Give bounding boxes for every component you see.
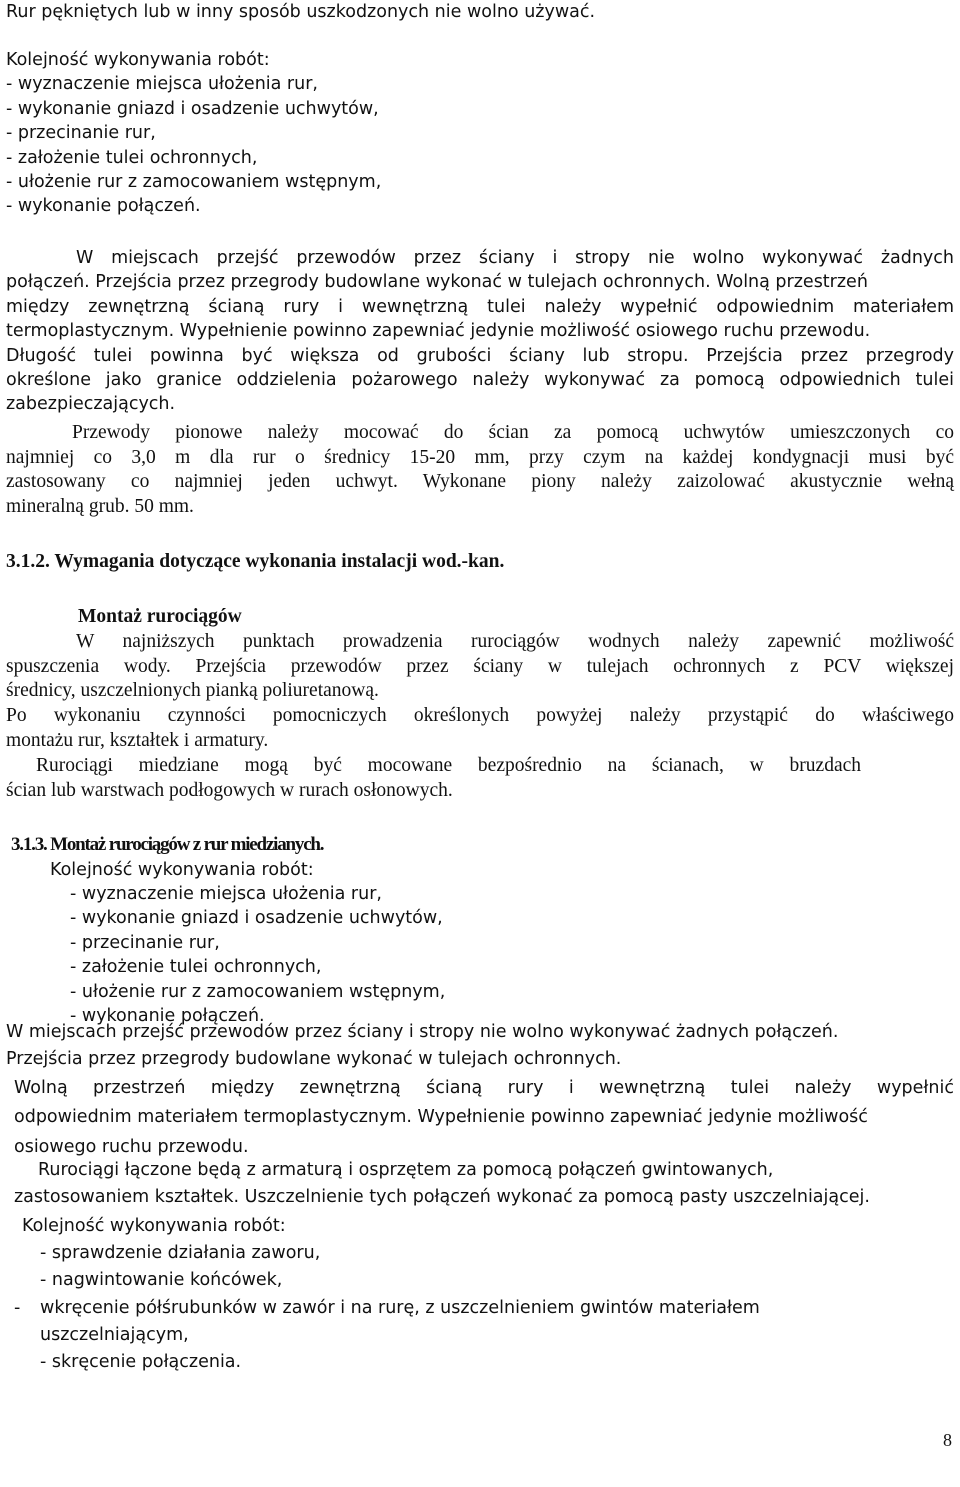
text-line: wkręcenie półśrubunków w zawór i na rurę, z uszczelnieniem gwintów materiałem <box>40 1298 760 1318</box>
list-item: - wykonanie gniazd i osadzenie uchwytów, <box>70 908 443 929</box>
paragraph-wolna-przestrzen <box>14 1076 954 1159</box>
text-line: W miejscach przejść przewodów przez ściany i stropy nie wolno wykonywać żadnych <box>76 248 954 268</box>
list-item: - założenie tulei ochronnych, <box>6 147 258 168</box>
list-item-long-dash: - <box>14 1298 21 1318</box>
order-list-3 <box>40 1241 320 1293</box>
text-line: Rurociągi łączone będą z armaturą i osprzętem za pomocą połączeń gwintowanych, <box>38 1160 774 1180</box>
list-item: - ułożenie rur z zamocowaniem wstępnym, <box>70 981 446 1002</box>
page-number: 8 <box>943 1430 952 1450</box>
paragraph-zakaz-polaczen <box>6 1020 838 1072</box>
paragraph-przejscia <box>6 246 954 417</box>
text-line: Wolną przestrzeń między zewnętrzną ścianą rury i wewnętrzną tulei należy wypełnić <box>14 1078 954 1098</box>
paragraph-laczone <box>14 1158 870 1210</box>
order-items <box>6 72 381 218</box>
paragraph-miedziane <box>6 754 861 803</box>
list-item: - ułożenie rur z zamocowaniem wstępnym, <box>6 172 382 193</box>
list-item: - wykonanie połączeń. <box>70 1006 265 1027</box>
text-line: Rurociągi miedziane mogą być mocowane bezpośrednio na ścianach, w bruzdach <box>36 755 861 776</box>
order-heading-3: Kolejność wykonywania robót: <box>22 1216 286 1236</box>
text-line: W najniższych punktach prowadzenia rurociągów wodnych należy zapewnić możliwość <box>76 631 954 652</box>
text-line: średnicy, uszczelnionych pianką poliuretanową. <box>6 680 379 702</box>
text-line: najmniej co 3,0 m dla rur o średnicy 15-20 mm, przy czym na każdej kondygnacji musi być <box>6 446 954 468</box>
order-list-2 <box>70 882 445 1028</box>
list-item: - przecinanie rur, <box>70 932 220 953</box>
text-line: W miejscach przejść przewodów przez ściany i stropy nie wolno wykonywać żadnych połączeń. <box>6 1022 839 1042</box>
text-line: Przejścia przez przegrody budowlane wykonać w tulejach ochronnych. <box>6 1049 622 1070</box>
heading-3-1-3: 3.1.3. Montaż rurociągów z rur miedzianych. <box>11 834 324 855</box>
text-line: mineralną grub. 50 mm. <box>6 495 194 517</box>
text-line: odpowiednim materiałem termoplastycznym. Wypełnienie powinno zapewniać jedynie możliwość <box>14 1107 868 1128</box>
text-line: Po wykonaniu czynności pomocniczych określonych powyżej należy przystąpić do właściwego <box>6 705 954 726</box>
list-item: - nagwintowanie końcówek, <box>40 1270 283 1291</box>
heading-3-1-2: 3.1.2. Wymagania dotyczące wykonania instalacji wod.-kan. <box>6 551 505 572</box>
paragraph-po-wykonaniu <box>6 704 954 753</box>
order-list-1 <box>6 48 381 219</box>
text-line: zabezpieczających. <box>6 394 176 415</box>
text-line: zastosowaniem kształtek. Uszczelnienie tych połączeń wykonać za pomocą pasty uszczelniającej. <box>14 1187 870 1208</box>
text-line: uszczelniającym, <box>40 1325 189 1346</box>
top-line: Rur pękniętych lub w inny sposób uszkodzonych nie wolno używać. <box>6 2 596 22</box>
text-line: ścian lub warstwach podłogowych w rurach osłonowych. <box>6 779 453 801</box>
paragraph-montaz <box>6 630 954 704</box>
list-item: - sprawdzenie działania zaworu, <box>40 1243 321 1263</box>
list-item: - wykonanie połączeń. <box>6 196 201 217</box>
text-line: spuszczenia wody. Przejścia przewodów przez ściany w tulejach ochronnych z PCV większej <box>6 655 954 677</box>
list-item: - wyznaczenie miejsca ułożenia rur, <box>6 74 318 95</box>
heading-montaz: Montaż rurociągów <box>78 606 242 627</box>
text-line: Przewody pionowe należy mocować do ścian za pomocą uchwytów umieszczonych co <box>72 422 954 443</box>
text-line: Długość tulei powinna być większa od grubości ściany lub stropu. Przejścia przez przegrody <box>6 345 954 366</box>
list-item: - wyznaczenie miejsca ułożenia rur, <box>70 884 382 904</box>
text-line: określone jako granice oddzielenia pożarowego należy wykonywać za pomocą odpowiednich tulei <box>6 370 954 391</box>
list-item: - przecinanie rur, <box>6 123 156 144</box>
paragraph-piony <box>6 421 954 519</box>
intro-line <box>6 0 595 24</box>
text-line: termoplastycznym. Wypełnienie powinno zapewniać jedynie możliwość osiowego ruchu przewodu. <box>6 321 871 342</box>
order-heading: Kolejność wykonywania robót: <box>6 50 270 70</box>
text-line: osiowego ruchu przewodu. <box>14 1136 249 1157</box>
list-item-long <box>40 1296 760 1348</box>
list-item: - wykonanie gniazd i osadzenie uchwytów, <box>6 98 379 119</box>
text-line: między zewnętrzną ścianą rury i wewnętrzną tulei należy wypełnić odpowiednim materiałem <box>6 296 954 317</box>
text-line: montażu rur, kształtek i armatury. <box>6 729 269 751</box>
list-item: - skręcenie połączenia. <box>40 1352 242 1372</box>
order-heading-2: Kolejność wykonywania robót: <box>50 860 314 880</box>
list-item: - założenie tulei ochronnych, <box>70 957 322 978</box>
text-line: zastosowany co najmniej jeden uchwyt. Wykonane piony należy zaizolować akustycznie wełną <box>6 471 954 493</box>
text-line: połączeń. Przejścia przez przegrody budowlane wykonać w tulejach ochronnych. Wolną przestrzeń <box>6 272 868 293</box>
